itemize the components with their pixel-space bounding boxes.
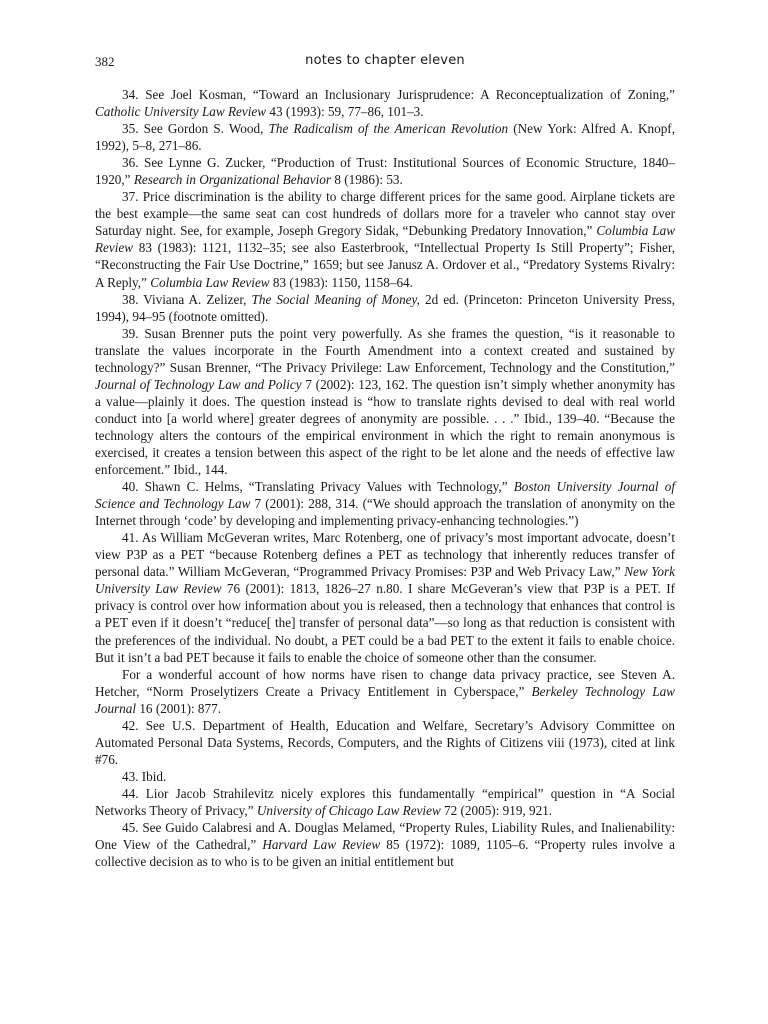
note-text: 38. Viviana A. Zelizer, — [122, 291, 252, 307]
note-text: 43 (1993): 59, 77–86, 101–3. — [266, 104, 424, 120]
note-citation-title: Harvard Law Review — [262, 837, 381, 853]
note-text: 8 (1986): 53. — [331, 172, 403, 188]
note-text: 45. See Guido Calabresi and A. Douglas Melamed, “Property Rules, Liability Rules, and Inalienability: One View of the Cathedral,” — [95, 820, 675, 853]
note-citation-title: Journal of Technology Law and Policy — [95, 376, 302, 392]
note-citation-title: Boston University Journal of Science and Technology Law — [95, 479, 675, 512]
note-text: 43. Ibid. — [122, 768, 167, 784]
note-citation-title: Columbia Law Review — [95, 223, 675, 256]
endnote — [95, 819, 675, 870]
endnote — [95, 666, 675, 717]
note-text: 36. See Lynne G. Zucker, “Production of Trust: Institutional Sources of Economic Structure, 1840–1920,” — [95, 155, 675, 188]
endnote — [95, 478, 675, 529]
note-text: 72 (2005): 919, 921. — [440, 802, 553, 818]
note-citation-title: Columbia Law Review — [150, 274, 270, 290]
note-text: 83 (1983): 1121, 1132–35; see also Easterbrook, “Intellectual Property Is Still Property”; Fisher, “Reconstructing the Fair Use Doctrine,” 1659; but see Janusz A. Ordover et al., “Predatory Systems Rivalry: A Reply,” — [95, 240, 675, 290]
endnote — [95, 768, 675, 785]
note-text: 42. See U.S. Department of Health, Education and Welfare, Secretary’s Advisory Committee on Automated Personal Data Systems, Records, Computers, and the Rights of Citizens viii (1973), cited at link #76. — [95, 717, 675, 767]
note-text: 83 (1983): 1150, 1158–64. — [269, 274, 413, 290]
note-citation-title: Research in Organizational Behavior — [133, 172, 332, 188]
note-text: 85 (1972): 1089, 1105–6. “Property rules involve a collective decision as to who is to be given an initial entitlement but — [95, 837, 676, 870]
endnote — [95, 154, 675, 188]
note-text: 76 (2001): 1813, 1826–27 n.80. I share McGeveran’s view that P3P is a PET. If privacy is control over how information about you is released, then a technology that enhances that control is a PET even if it doesn’t “reduce[ the] transfer of personal data”—so long as that reduction is consistent with the preferences of the individual. No doubt, a PET could be a bad PET to the extent it fails to enable choice. But it isn’t a bad PET because it fails to enable the choice of someone other than the consumer. — [95, 581, 676, 665]
endnote — [95, 529, 675, 665]
page-number: 382 — [95, 54, 115, 69]
note-citation-title: The Radicalism of the American Revolution — [268, 121, 509, 137]
notes-list — [95, 86, 675, 870]
note-text: 39. Susan Brenner puts the point very powerfully. As she frames the question, “is it reasonable to translate the values incorporate in the Fourth Amendment into a context created and sustained by technology?” Susan Brenner, “The Privacy Privilege: Law Enforcement, Technology and the Constitution,” — [95, 325, 675, 375]
note-text: 35. See Gordon S. Wood, — [122, 121, 269, 137]
endnote — [95, 120, 675, 154]
note-text: 2d ed. (Princeton: Princeton University Press, 1994), 94–95 (footnote omitted). — [95, 291, 675, 324]
note-text: 7 (2001): 288, 314. (“We should approach the translation of anonymity on the Internet through ‘code’ by developing and implementing privacy-enhancing technologies.”) — [95, 496, 675, 529]
note-citation-title: The Social Meaning of Money, — [251, 291, 420, 307]
running-title: notes to chapter eleven — [305, 53, 465, 68]
note-text: 7 (2002): 123, 162. The question isn’t simply whether anonymity has a value—plainly it does. The question instead is “how to translate rights devised to deal with real world conduct into [a world where] greater degrees of anonymity are possible. . . .” Ibid., 139–40. “Because the technology alters the contours of the empirical environment in which the right to remain anonymous is exercised, it creates a tension between this aspect of the right to be let alone and the needs of effective law enforcement.” Ibid., 144. — [95, 376, 675, 478]
note-citation-title: Berkeley Technology Law Journal — [95, 683, 675, 716]
note-citation-title: Catholic University Law Review — [95, 104, 267, 120]
endnote — [95, 325, 675, 478]
note-text: 40. Shawn C. Helms, “Translating Privacy Values with Technology,” — [122, 479, 514, 495]
endnote — [95, 717, 675, 768]
endnote — [95, 785, 675, 819]
note-text: 37. Price discrimination is the ability to charge different prices for the same good. Airplane tickets are the best example—the same seat can cost hundreds of dollars more for a traveler who cannot stay over Saturday night. See, for example, Joseph Gregory Sidak, “Debunking Predatory Innovation,” — [95, 189, 675, 239]
note-text: 44. Lior Jacob Strahilevitz nicely explores this fundamentally “empirical” question in “A Social Networks Theory of Privacy,” — [95, 785, 675, 818]
note-text: (New York: Alfred A. Knopf, 1992), 5–8, 271–86. — [95, 121, 675, 154]
running-header — [95, 50, 675, 72]
note-text: For a wonderful account of how norms have risen to change data privacy practice, see Steven A. Hetcher, “Norm Proselytizers Create a Privacy Entitlement in Cyberspace,” — [95, 666, 675, 699]
endnote — [95, 86, 675, 120]
note-citation-title: New York University Law Review — [95, 564, 675, 597]
book-page — [95, 50, 675, 870]
note-text: 41. As William McGeveran writes, Marc Rotenberg, one of privacy’s most important advocate, doesn’t view P3P as a PET “because Rotenberg defines a PET as technology that inherently reduces transfer of personal data.” William McGeveran, “Programmed Privacy Promises: P3P and Web Privacy Law,” — [95, 530, 675, 580]
endnote — [95, 188, 675, 290]
note-text: 34. See Joel Kosman, “Toward an Inclusionary Jurisprudence: A Reconceptualization of Zoning,” — [122, 87, 675, 102]
endnote — [95, 291, 675, 325]
note-citation-title: University of Chicago Law Review — [256, 802, 441, 818]
note-text: 16 (2001): 877. — [136, 700, 222, 716]
